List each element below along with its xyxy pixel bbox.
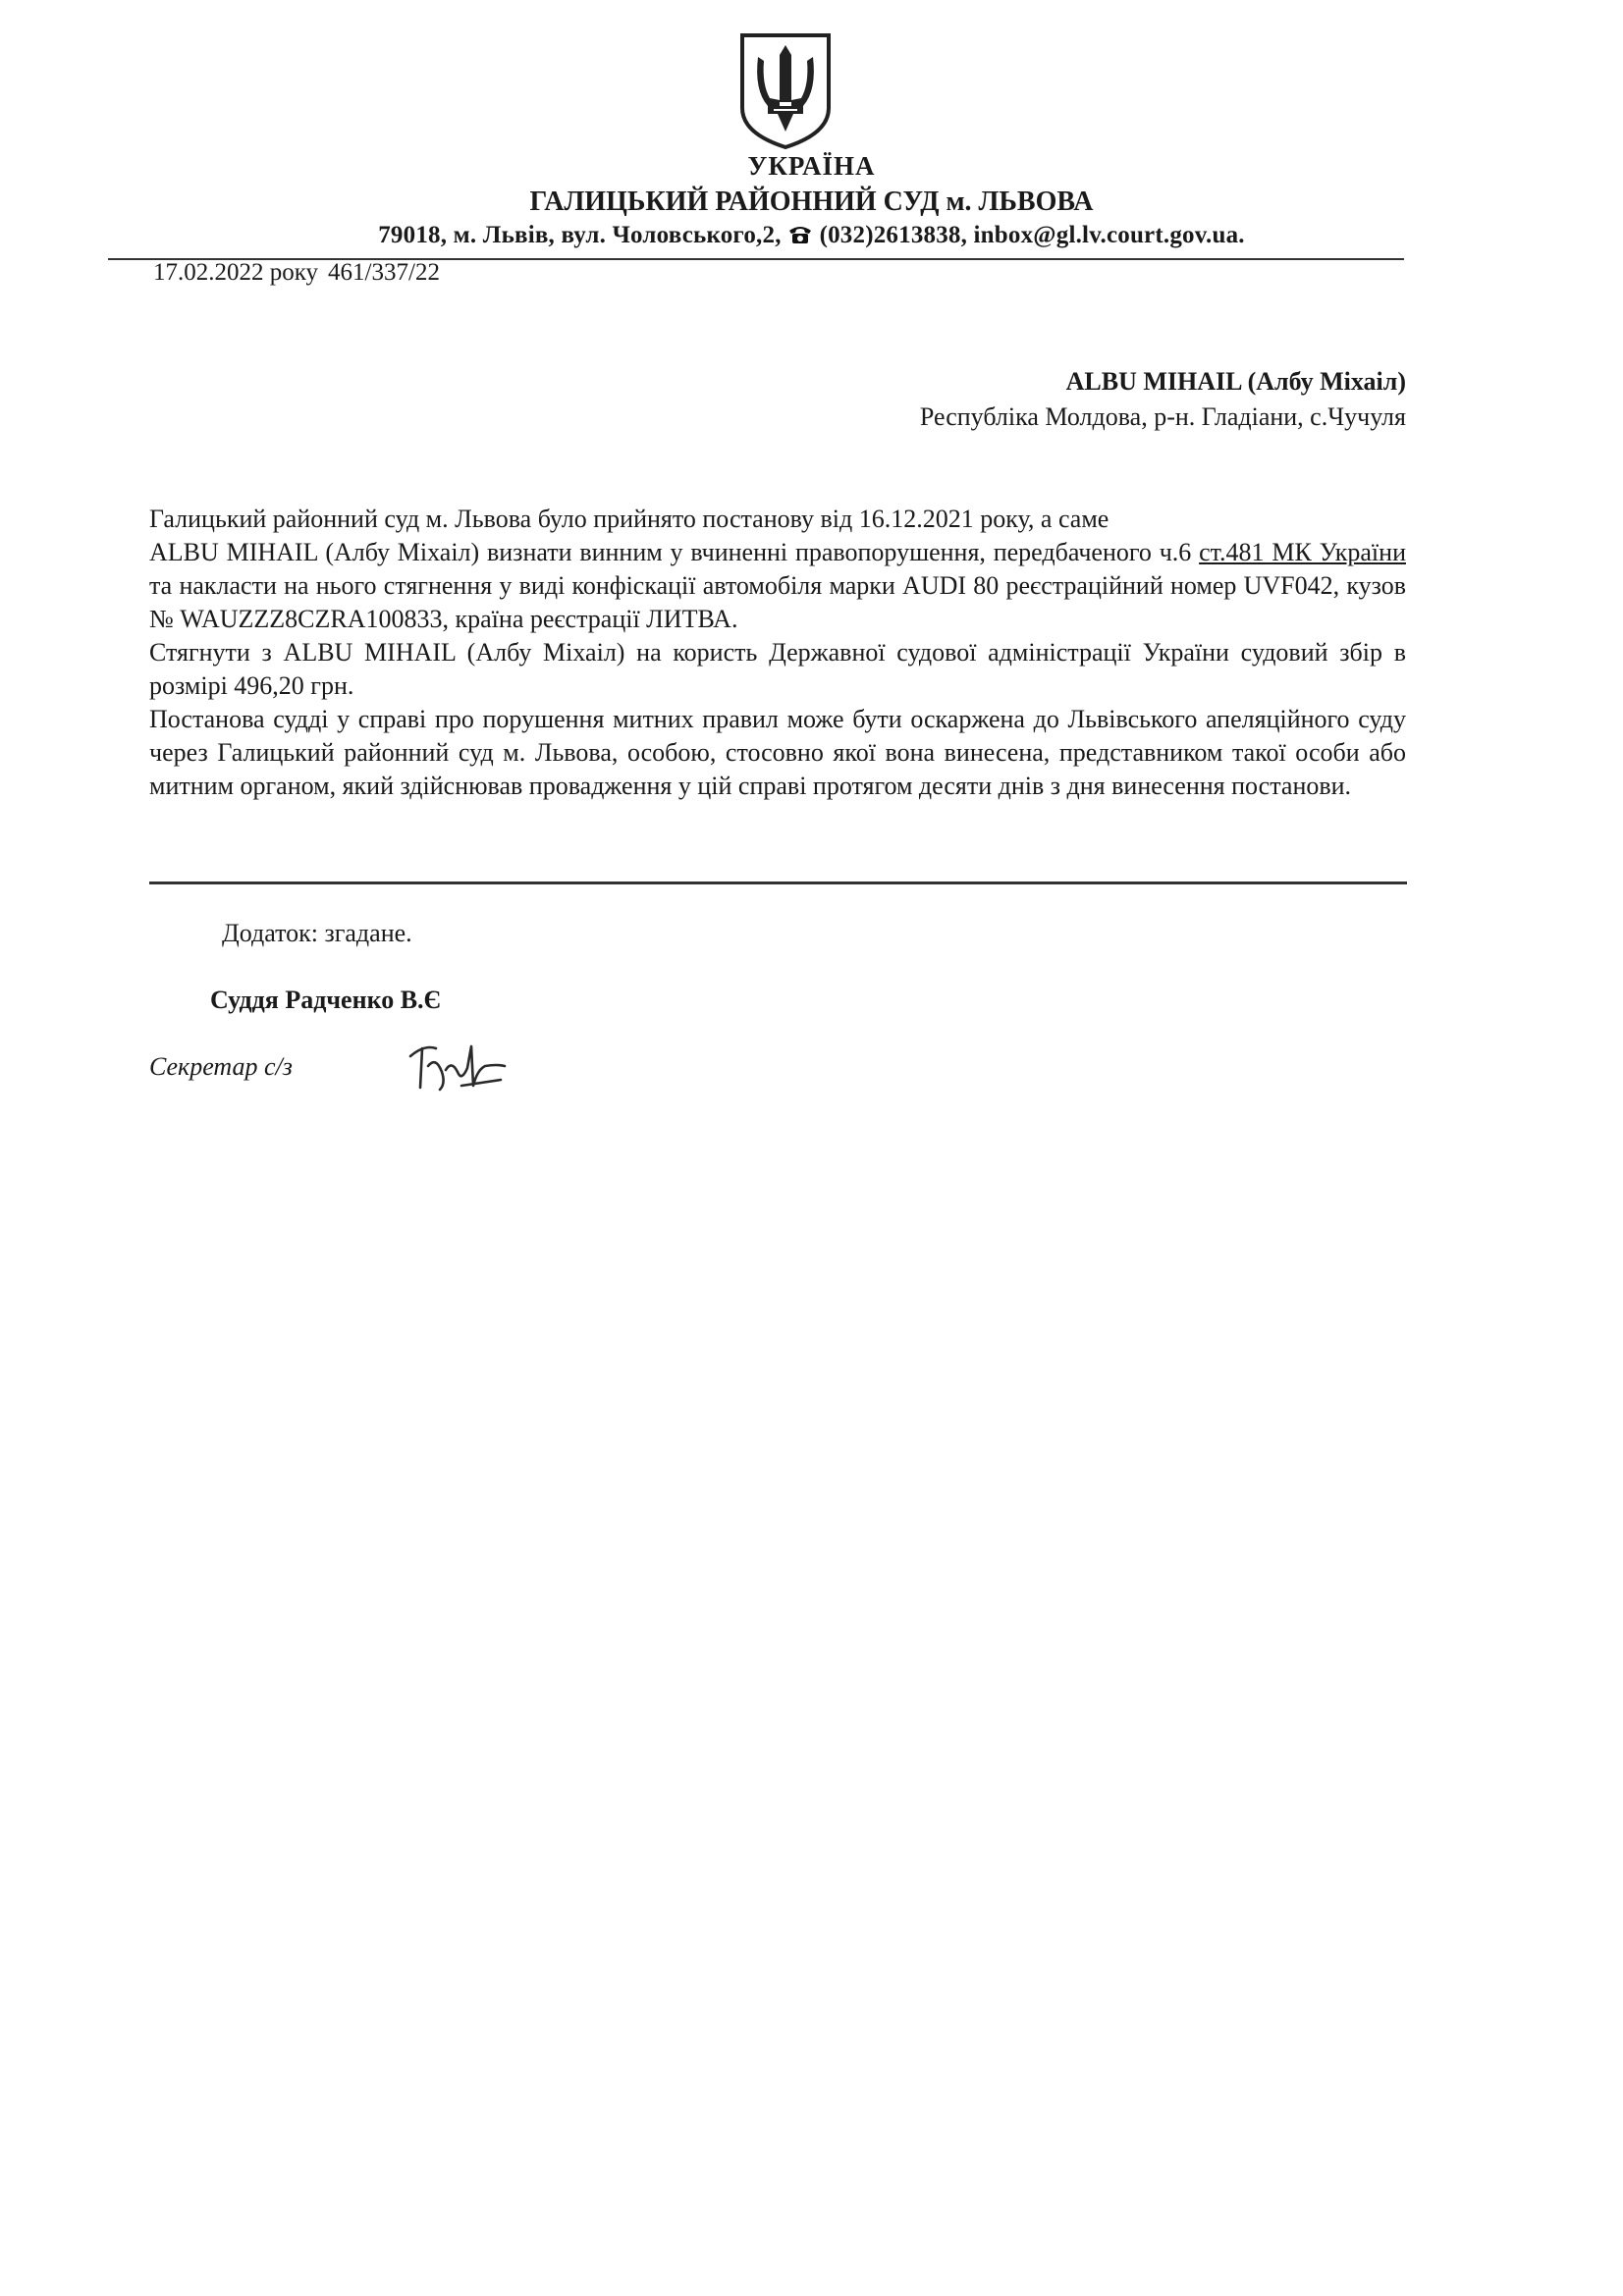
law-article-reference: ст.481 МК України <box>1199 538 1406 566</box>
country-title: УКРАЇНА <box>747 151 876 181</box>
secretary-signature <box>403 1027 511 1105</box>
letter-body <box>149 503 1406 803</box>
secretary-label: Секретар с/з <box>149 1052 293 1081</box>
body-divider <box>149 881 1407 884</box>
attachment-note: Додаток: згадане. <box>222 919 412 947</box>
body-intro: Галицький районний суд м. Львова було прийнято постанову від 16.12.2021 року, а саме <box>149 505 1109 533</box>
judge-name: Суддя Радченко В.Є <box>210 986 442 1014</box>
decision-text-2: та накласти на нього стягнення у виді конфіскації автомобіля марки AUDI 80 реєстраційний номер UVF042, кузов № WAUZZZ8CZRA100833, країна реєстрації ЛИТВА. <box>149 571 1406 633</box>
recipient-address: Республіка Молдова, р-н. Гладіани, с.Чучуля <box>919 402 1406 431</box>
reference-line <box>153 259 440 287</box>
body-decision <box>149 536 1406 636</box>
court-name: ГАЛИЦЬКИЙ РАЙОННИЙ СУД м. ЛЬВОВА <box>529 187 1094 217</box>
court-email: , inbox@gl.lv.court.gov.ua. <box>960 222 1245 248</box>
phone-icon <box>787 225 813 244</box>
case-number: 461/337/22 <box>328 259 440 286</box>
body-fee: Стягнути з ALBU MIHAIL (Албу Міхаіл) на користь Державної судової адміністрації України судовий збір в розмірі 496,20 грн. <box>149 638 1406 700</box>
body-appeal: Постанова судді у справі про порушення митних правил може бути оскаржена до Львівського апеляційного суду через Галицький районний суд м. Львова, особою, стосовно якої вона винесена, представником такої особи або митним органом, який здійснював провадження у цій справі протягом десяти днів з дня винесення постанови. <box>149 705 1406 800</box>
trident-emblem-icon <box>738 31 833 151</box>
reference-date: 17.02.2022 року <box>153 259 319 286</box>
recipient-name: ALBU MIHAIL (Албу Міхаіл) <box>1065 367 1406 396</box>
court-address-line <box>0 222 1623 249</box>
court-address: 79018, м. Львів, вул. Чоловського,2, <box>378 222 782 248</box>
decision-text-1: ALBU MIHAIL (Албу Міхаіл) визнати винним у вчиненні правопорушення, передбаченого ч.6 <box>149 538 1200 566</box>
court-phone: (032)2613838 <box>819 222 961 248</box>
